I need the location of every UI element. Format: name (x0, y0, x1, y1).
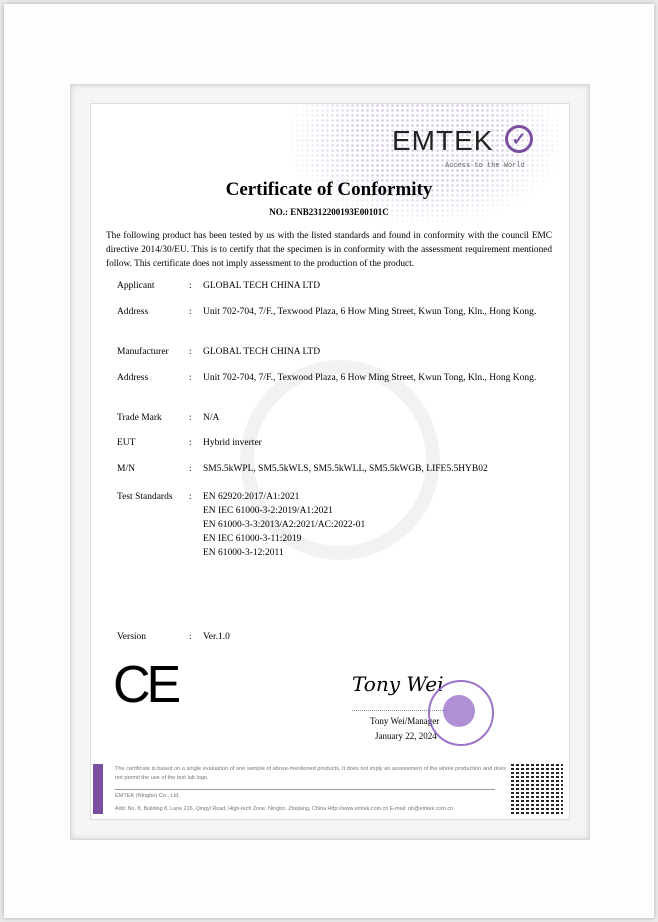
stamp-check-icon (443, 695, 475, 727)
colon: : (189, 492, 192, 502)
standard-item: EN IEC 61000-3-11:2019 (203, 534, 302, 544)
field-label: M/N (117, 464, 135, 474)
colon: : (189, 347, 192, 357)
footer-divider (115, 789, 495, 790)
field-value: Unit 702-704, 7/F., Texwood Plaza, 6 How Ming Street, Kwun Tong, Kln., Hong Kong. (203, 373, 537, 383)
colon: : (189, 307, 192, 317)
field-label: Trade Mark (117, 413, 162, 423)
emtek-check-icon: ✓ (505, 125, 533, 153)
colon: : (189, 464, 192, 474)
standard-item: EN 62920:2017/A1:2021 (203, 492, 300, 502)
field-label: EUT (117, 438, 136, 448)
footer-address: Add: No. 8, Building 8, Lane 216, Qingyi Road, High-tech Zone, Ningbo, Zhejiang, China Http://www.emtek.com.cn E-mail: nb@emtek.com.cn (115, 806, 454, 812)
signature-date: January 22, 2024 (375, 731, 437, 741)
certificate-title: Certificate of Conformity (225, 179, 433, 200)
standard-item: EN IEC 61000-3-2:2019/A1:2021 (203, 506, 333, 516)
colon: : (189, 373, 192, 383)
field-label: Address (117, 307, 149, 317)
footer-company: EMTEK (Ningbo) Co., Ltd. (115, 793, 180, 799)
colon: : (189, 281, 192, 291)
qr-code[interactable] (511, 762, 563, 814)
standard-item: EN 61000-3-12:2011 (203, 548, 284, 558)
footer (91, 762, 567, 817)
footer-accent-bar (93, 764, 103, 814)
footer-disclaimer: The certificate is based on a single evaluation of one sample of above-mentioned products, It does not imply an assessment of the whole production and does not permit the use of the test lab logo. (115, 766, 506, 781)
field-label: Applicant (117, 281, 155, 291)
field-value: GLOBAL TECH CHINA LTD (203, 281, 321, 291)
company-stamp (428, 680, 494, 746)
field-label: Manufacturer (117, 347, 169, 357)
certificate-number: NO.: ENB2312200193E00101C (269, 207, 389, 217)
field-label: Address (117, 373, 149, 383)
field-value: Unit 702-704, 7/F., Texwood Plaza, 6 How Ming Street, Kwun Tong, Kln., Hong Kong. (203, 307, 537, 317)
emtek-logo: EMTEK (392, 125, 494, 156)
field-value: GLOBAL TECH CHINA LTD (203, 347, 321, 357)
colon: : (189, 413, 192, 423)
ce-mark: CE (113, 656, 178, 714)
field-value: Ver.1.0 (203, 632, 230, 642)
signature: Tony Wei (352, 672, 444, 696)
standards-list (203, 490, 543, 560)
field-value: Hybrid inverter (203, 438, 262, 448)
intro-text: The following product has been tested by us with the listed standards and found in conformity with the council EMC directive 2014/30/EU. This is to certify that the specimen is in conformity with the assessment requirement mentioned follow. This certificate does not imply assessment to the production of the product. (106, 231, 552, 269)
signer-name: Tony Wei/Manager (370, 716, 440, 726)
colon: : (189, 438, 192, 448)
field-value: N/A (203, 413, 220, 423)
colon: : (189, 632, 192, 642)
standard-item: EN 61000-3-3:2013/A2:2021/AC:2022-01 (203, 520, 366, 530)
field-label: Test Standards (117, 492, 173, 502)
field-label: Version (117, 632, 147, 642)
field-value: SM5.5kWPL, SM5.5kWLS, SM5.5kWLL, SM5.5kWGB, LIFE5.5HYB02 (203, 464, 488, 474)
logo-tagline: Access to the World (445, 162, 525, 170)
